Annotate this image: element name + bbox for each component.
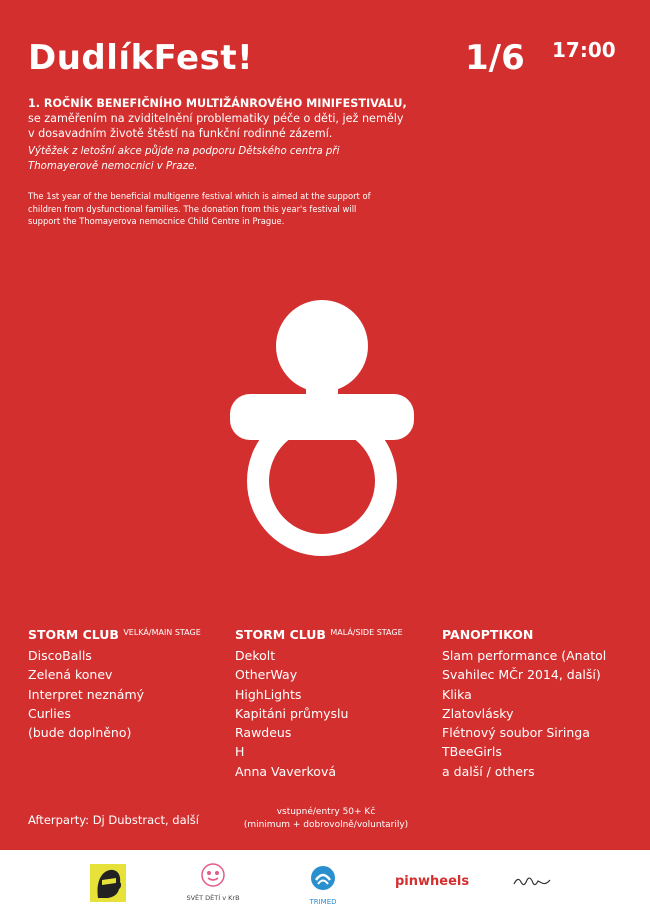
entry-fee: [226, 806, 426, 832]
stage-panoptikon: [442, 627, 642, 781]
list-item: Svahilec MČr 2014, další): [442, 667, 601, 683]
list-item: a další / others: [442, 763, 535, 779]
list-item: OtherWay: [235, 667, 298, 683]
list-item: H: [235, 744, 245, 760]
intro-en: The 1st year of the beneficial multigenre festival which is aimed at the support of children from dysfunctional families. The donation from this year's festival will support the Thomayerova nemocnice Child Centre in Prague.: [28, 191, 371, 226]
intro-cz-italic: Výtěžek z letošní akce půjde na podporu Dětského centra při Thomayerově nemocnici v Praze.: [28, 146, 340, 172]
list-item: Flétnový soubor Siringa: [442, 725, 590, 741]
sponsor-pinwheels: pinwheels: [395, 874, 470, 889]
intro-cz: [28, 96, 408, 141]
face-icon: [90, 864, 126, 902]
stage-main-title: STORM CLUB $^{VELKÁ/MAIN STAGE}$: [28, 627, 201, 642]
list-item: Anna Vaverková: [235, 763, 336, 779]
stage-side-acts: [235, 646, 435, 781]
list-item: DiscoBalls: [28, 648, 92, 663]
sponsor-signature-logo: [512, 872, 552, 892]
list-item: Zlatovlásky: [442, 705, 514, 721]
list-item: Klika: [442, 686, 472, 702]
signature-icon: [512, 872, 552, 892]
sponsor-svet-deti: [178, 862, 248, 904]
sponsor-face-logo: [90, 864, 126, 902]
event-date: 1/6: [465, 38, 525, 78]
sponsor-trimed: [305, 864, 341, 904]
list-item: Interpret neznámý: [28, 686, 145, 702]
entry-fee-line1: vstupné/entry 50+ Kč: [276, 807, 376, 817]
list-item: Kapitáni průmyslu: [235, 705, 349, 721]
list-item: (bude doplněno): [28, 725, 132, 741]
sponsor-bar: [0, 850, 650, 919]
list-item: Curlies: [28, 705, 71, 721]
sponsor-svet-label: SVĚT DĚTÍ v KrB: [186, 894, 240, 902]
intro-cz-body: se zaměřením na zviditelnění problematiky péče o děti, jež neměly v dosavadním životě štěstí na funkční rodinné zázemí.: [28, 112, 404, 140]
list-item: Zelená konev: [28, 667, 113, 683]
stage-side: [235, 627, 435, 781]
smiley-icon: [196, 862, 230, 888]
pacifier-icon: [230, 298, 414, 556]
list-item: HighLights: [235, 686, 302, 702]
stage-panoptikon-acts: [442, 646, 642, 781]
stage-main-acts: [28, 646, 228, 742]
stage-main: [28, 627, 228, 742]
list-item: Rawdeus: [235, 725, 292, 741]
stage-panoptikon-title: PANOPTIKON: [442, 627, 534, 642]
event-time: 17:00: [552, 38, 616, 62]
trimed-icon: [309, 864, 337, 892]
stage-side-title: STORM CLUB $^{MALÁ/SIDE STAGE}$: [235, 627, 403, 642]
entry-fee-line2: (minimum + dobrovolně/voluntarily): [243, 820, 409, 830]
list-item: Dekolt: [235, 648, 276, 663]
sponsor-trimed-label: TRIMED: [309, 898, 337, 906]
intro-block: [28, 96, 408, 228]
festival-title: DudlíkFest!: [28, 38, 254, 78]
intro-cz-heading: 1. ROČNÍK BENEFIČNÍHO MULTIŽÁNROVÉHO MINIFESTIVALU,: [28, 97, 407, 110]
afterparty-info: Afterparty: Dj Dubstract, další: [28, 813, 199, 827]
list-item: TBeeGirls: [442, 744, 502, 760]
list-item: Slam performance (Anatol: [442, 648, 607, 663]
